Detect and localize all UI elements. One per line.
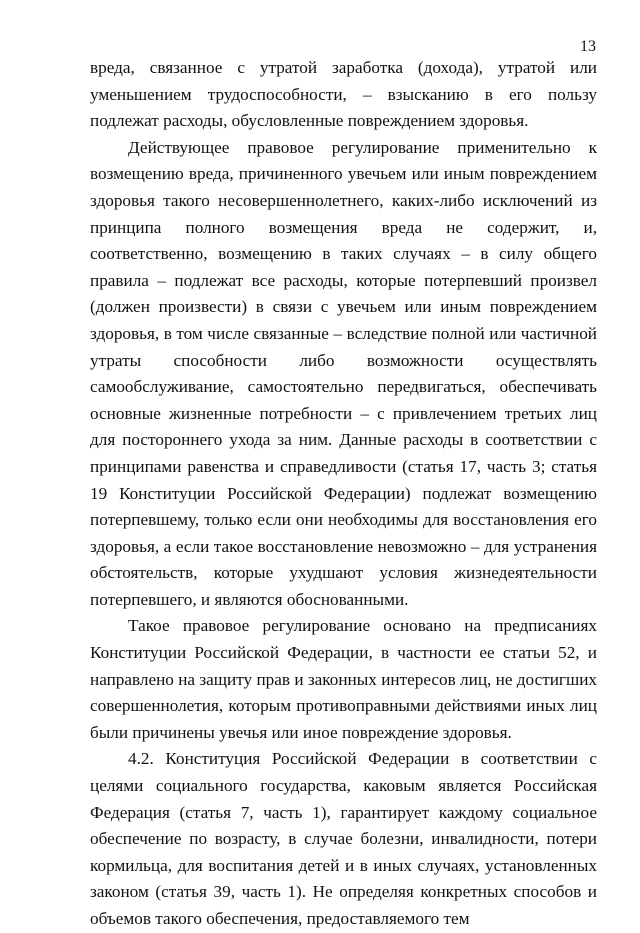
paragraph-constitutional-basis: Такое правовое регулирование основано на предписаниях Конституции Российской Федерации, в частности ее статьи 52, и направлено на защиту прав и законных интересов лиц, не достигших совершеннолетия, которым противоправными действиями иных лиц были причинены увечья или иное повреждение здоровья. (90, 616, 597, 742)
document-body (90, 55, 597, 933)
paragraph-legal-regulation: Действующее правовое регулирование применительно к возмещению вреда, причиненного увечьем или иным повреждением здоровья такого несовершеннолетнего, каких-либо исключений из принципа полного возмещения вреда не содержит, и, соответственно, возмещению в таких случаях – в силу общего правила – подлежат все расходы, которые потерпевший произвел (должен произвести) в связи с увечьем или иным повреждением здоровья, в том числе связанные – вследствие полной или частичной утраты способности либо возможности осуществлять самообслуживание, самостоятельно передвигаться, обеспечивать основные жизненные потребности – с привлечением третьих лиц для постороннего ухода за ним. Данные расходы в соответствии с принципами равенства и справедливости (статья 17, часть 3; статья 19 Конституции Российской Федерации) подлежат возмещению потерпевшему, только если они необходимы для восстановления его здоровья, а если такое восстановление невозможно – для устранения обстоятельств, которые ухудшают условия жизнедеятельности потерпевшего, и являются обоснованными. (90, 137, 597, 609)
page-number: 13 (580, 38, 596, 55)
paragraph-continuation: вреда, связанное с утратой заработка (дохода), утратой или уменьшением трудоспособности, – взысканию в его пользу подлежат расходы, обусловленные повреждением здоровья. (90, 58, 597, 131)
paragraph-section-4-2: 4.2. Конституция Российской Федерации в соответствии с целями социального государства, каковым является Российская Федерация (статья 7, часть 1), гарантирует каждому социальное обеспечение по возрасту, в случае болезни, инвалидности, потери кормильца, для воспитания детей и в иных случаях, установленных законом (статья 39, часть 1). Не определяя конкретных способов и объемов такого обеспечения, предоставляемого тем (90, 749, 597, 928)
